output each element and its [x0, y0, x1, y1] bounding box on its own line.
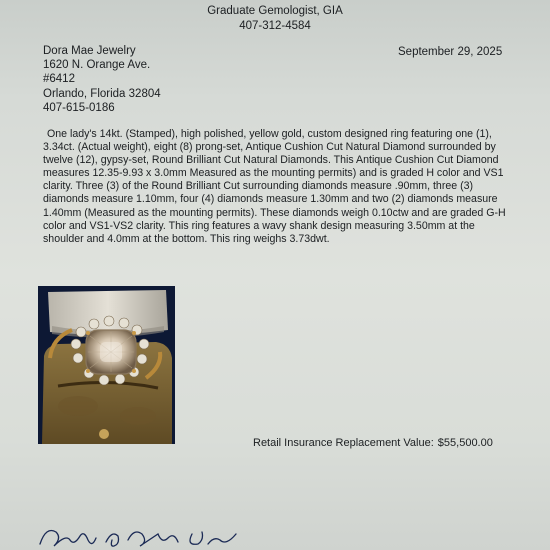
document-date: September 29, 2025: [398, 46, 503, 58]
recipient-suite: #6412: [43, 73, 75, 86]
recipient-street: 1620 N. Orange Ave.: [43, 59, 151, 72]
letterhead-title: Graduate Gemologist, GIA: [207, 5, 343, 17]
letterhead-phone: 407-312-4584: [239, 20, 311, 32]
recipient-address: [43, 44, 161, 115]
handwritten-signature: [36, 520, 246, 550]
insurance-value-amount: $55,500.00: [437, 437, 493, 449]
item-description: One lady's 14kt. (Stamped), high polished, yellow gold, custom designed ring featuring one (1), 3.34ct. (Actual weight), eight (8) prong-set, Antique Cushion Cut Natural Diamond surrounded by twelve (12), gypsy-set, Round Brilliant Cut Natural Diamonds. This Antique Cushion Cut Diamond measures 12.35-9.93 x 3.0mm Measured as the mounting permits) and is graded H color and VS1 clarity. Three (3) of the Round Brilliant Cut surrounding diamonds measure .90mm, three (3) diamonds measure 1.10mm, four (4) diamonds measure 1.30mm and two (2) diamonds measure 1.40mm (Measured as the mounting permits). These diamonds weigh 0.10ctw and are graded G-H color and VS1-VS2 clarity. This ring features a wavy shank design measuring 3.50mm at the shoulder and 4.0mm at the bottom. This ring weighs 3.73dwt.: [43, 128, 506, 245]
insurance-value: [253, 437, 493, 449]
ring-photo: [38, 286, 175, 444]
recipient-name: Dora Mae Jewelry: [43, 45, 136, 57]
insurance-value-label: Retail Insurance Replacement Value:: [253, 437, 434, 449]
ring-photo-image: [38, 286, 175, 444]
letterhead: [0, 4, 550, 34]
recipient-city: Orlando, Florida 32804: [43, 87, 161, 100]
recipient-phone: 407-615-0186: [43, 101, 115, 114]
